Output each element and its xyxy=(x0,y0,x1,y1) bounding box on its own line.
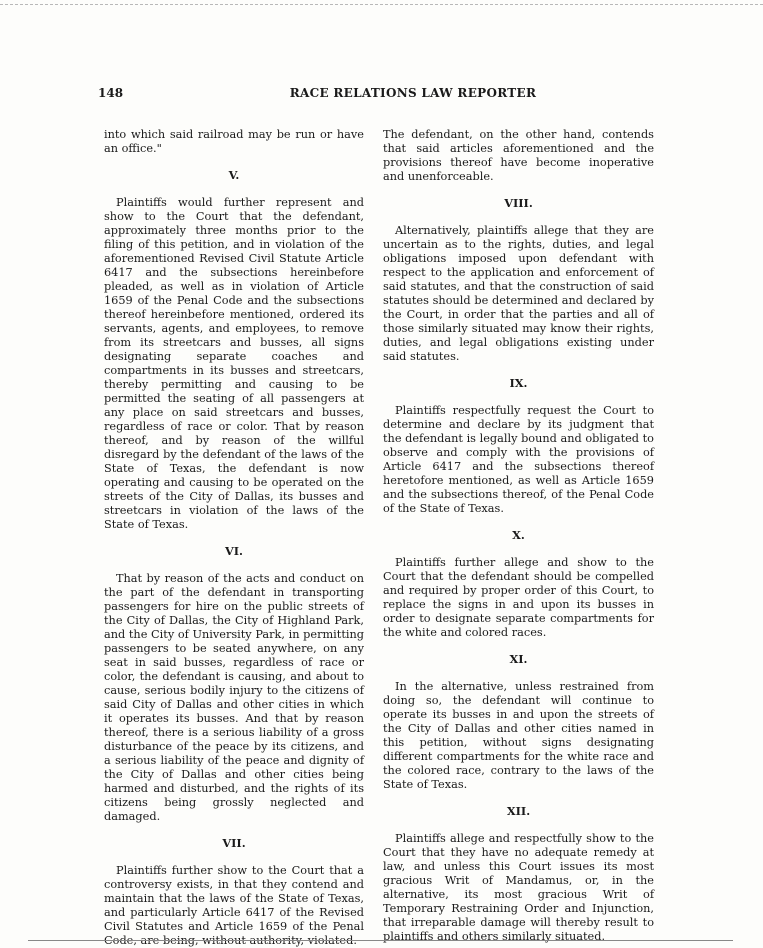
left-column xyxy=(104,128,364,948)
section-heading-xii: XII. xyxy=(506,804,531,818)
section-text-vii: Plaintiffs further show to the Court that a controversy exists, in that they contend and maintain that the laws of the State of Texas, and particularly Article 6417 of the Revised Civil Statutes and Article 1659 of the Penal Code, are being, without authority, violated. xyxy=(104,864,364,947)
section-text-x: Plaintiffs further allege and show to the Court that the defendant should be compelled and required by proper order of this Court, to replace the signs in and upon its busses in order to designate separate compartments for the white and colored races. xyxy=(383,556,654,639)
section-heading-vii: VII. xyxy=(222,836,246,850)
running-title: RACE RELATIONS LAW REPORTER xyxy=(289,86,537,100)
section-text-v: Plaintiffs would further represent and show to the Court that the defendant, approximately three months prior to the filing of this petition, and in violation of the aforementioned Revised Civil Statute Article 6417 and the subsections hereinbefore pleaded, as well as in violation of Article 1659 of the Penal Code and the subsections thereof hereinbefore mentioned, ordered its servants, agents, and employees, to remove from its streetcars and busses, all signs designating separate coaches and compartments in its busses and streetcars, thereby permitting and causing to be permitted the seating of all passengers at any place on said streetcars and busses, regardless of race or color. That by reason thereof, and by reason of the willful disregard by the defendant of the laws of the State of Texas, the defendant is now operating and causing to be operated on the streets of the City of Dallas, its busses and streetcars in violation of the laws of the State of Texas. xyxy=(104,196,364,531)
section-text-ix: Plaintiffs respectfully request the Court to determine and declare by its judgment that the defendant is legally bound and obligated to observe and comply with the provisions of Article 6417 and the subsections thereof heretofore mentioned, as well as Article 1659 and the subsections thereof, of the Penal Code of the State of Texas. xyxy=(383,404,654,515)
section-heading-v: V. xyxy=(228,168,240,182)
right-column xyxy=(383,128,654,944)
section-heading-vi: VI. xyxy=(225,544,243,558)
section-text-vi: That by reason of the acts and conduct on the part of the defendant in transporting passengers for hire on the public streets of the City of Dallas, the City of Highland Park, and the City of University Park, in permitting passengers to be seated anywhere, on any seat in said busses, regardless of race or color, the defendant is causing, and about to cause, serious bodily injury to the citizens of said City of Dallas and other cities in which it operates its busses. And that by reason thereof, there is a serious liability of a gross disturbance of the peace by its citizens, and a serious liability of the peace and dignity of the City of Dallas and other cities being harmed and disturbed, and the rights of its citizens being grossly neglected and damaged. xyxy=(104,572,364,823)
page-header xyxy=(98,86,658,102)
section-heading-ix: IX. xyxy=(509,376,528,390)
section-text-xii: Plaintiffs allege and respectfully show to the Court that they have no adequate remedy at law, and unless this Court issues its most gracious Writ of Mandamus, or, in the alternative, its most gracious Writ of Temporary Restraining Order and Injunction, that irreparable damage will thereby result to plaintiffs and others similarly situated. xyxy=(383,832,654,943)
left-lead-in: into which said railroad may be run or have an office." xyxy=(104,128,364,155)
section-heading-x: X. xyxy=(512,528,525,542)
page-number: 148 xyxy=(98,86,124,100)
section-heading-viii: VIII. xyxy=(504,196,533,210)
bottom-rule xyxy=(28,940,733,941)
right-lead-in: The defendant, on the other hand, contends that said articles aforementioned and the provisions thereof have become inoperative and unenforceable. xyxy=(383,128,654,183)
top-dashed-rule xyxy=(0,4,763,5)
section-text-xi: In the alternative, unless restrained from doing so, the defendant will continue to operate its busses in and upon the streets of the City of Dallas and other cities named in this petition, without signs designating different compartments for the white race and the colored race, contrary to the laws of the State of Texas. xyxy=(383,680,654,791)
section-text-viii: Alternatively, plaintiffs allege that they are uncertain as to the rights, duties, and legal obligations imposed upon defendant with respect to the application and enforcement of said statutes, and that the construction of said statutes should be determined and declared by the Court, in order that the parties and all of those similarly situated may know their rights, duties, and legal obligations existing under said statutes. xyxy=(383,224,654,363)
section-heading-xi: XI. xyxy=(509,652,528,666)
